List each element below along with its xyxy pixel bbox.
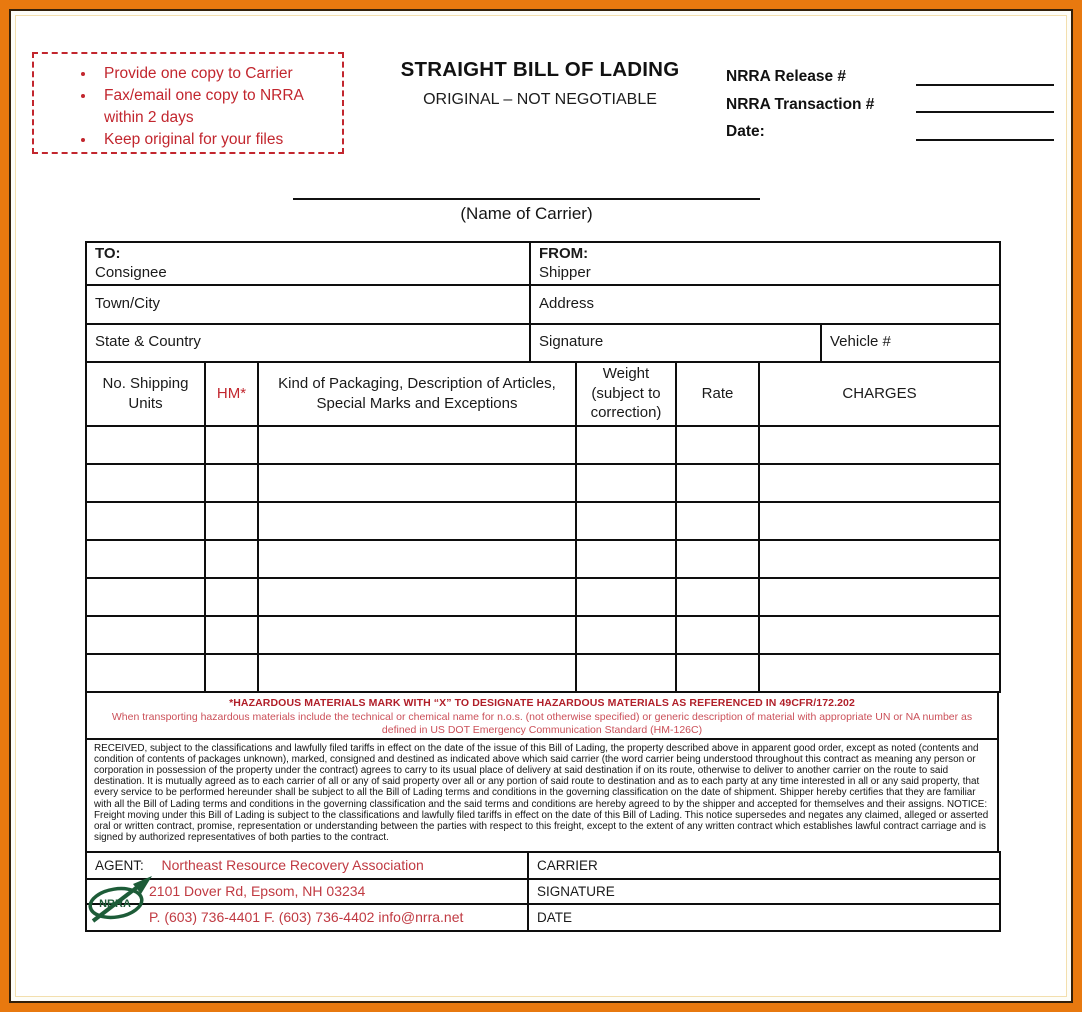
items-blank-cell[interactable] (676, 616, 759, 654)
items-blank-cell[interactable] (576, 578, 676, 616)
signature-cell[interactable] (530, 324, 821, 362)
items-blank-cell[interactable] (759, 654, 1000, 692)
consignee-cell[interactable] (86, 242, 530, 285)
table-row (86, 324, 1000, 362)
carrier-name-block (293, 182, 760, 224)
state-country-label: State & Country (95, 333, 201, 351)
release-fields (726, 58, 1054, 141)
items-blank-cell[interactable] (205, 540, 258, 578)
items-blank-cell[interactable] (205, 464, 258, 502)
page-subtitle: ORIGINAL – NOT NEGOTIABLE (423, 91, 657, 108)
nrra-transaction-field (726, 86, 1054, 114)
to-label: TO: (95, 245, 121, 262)
vehicle-label: Vehicle # (830, 333, 891, 351)
items-blank-cell[interactable] (258, 426, 576, 464)
items-blank-cell[interactable] (258, 540, 576, 578)
instruction-item: • Provide one copy to Carrier (96, 63, 342, 85)
date-fill-cell[interactable] (528, 904, 1000, 931)
items-blank-cell[interactable] (676, 464, 759, 502)
footer-date-label: DATE (537, 909, 573, 925)
date-field (726, 113, 1054, 141)
items-blank-cell[interactable] (576, 464, 676, 502)
shipper-cell[interactable] (530, 242, 1000, 285)
items-blank-cell[interactable] (576, 540, 676, 578)
items-blank-cell[interactable] (676, 578, 759, 616)
items-blank-cell[interactable] (676, 426, 759, 464)
town-city-cell[interactable] (86, 285, 530, 324)
nrra-release-line[interactable] (916, 66, 1054, 86)
items-blank-cell[interactable] (258, 502, 576, 540)
hazmat-line1: *HAZARDOUS MATERIALS MARK WITH “X” TO DESIGNATE HAZARDOUS MATERIALS AS REFERENCED IN 49CFR/172.202 (229, 696, 855, 709)
items-blank-cell[interactable] (86, 426, 205, 464)
nrra-logo (86, 872, 156, 926)
items-blank-cell[interactable] (576, 654, 676, 692)
items-header-row (86, 362, 1000, 426)
nrra-transaction-label: NRRA Transaction # (726, 95, 875, 113)
carrier-name-label: (Name of Carrier) (460, 204, 593, 223)
items-blank-row (86, 616, 1000, 654)
col-header-packaging: Kind of Packaging, Description of Articles, Special Marks and Exceptions (258, 362, 576, 426)
address-label: Address (539, 294, 595, 312)
carrier-name-line[interactable] (293, 182, 760, 200)
consignee-label: Consignee (95, 263, 167, 281)
carrier-label: CARRIER (537, 857, 598, 873)
items-blank-cell[interactable] (676, 654, 759, 692)
table-row (86, 904, 1000, 931)
items-blank-row (86, 502, 1000, 540)
items-blank-cell[interactable] (759, 426, 1000, 464)
address-cell[interactable] (530, 285, 1000, 324)
instructions-box (32, 52, 344, 154)
nrra-release-field (726, 58, 1054, 86)
items-blank-cell[interactable] (759, 502, 1000, 540)
items-blank-row (86, 654, 1000, 692)
footer-signature-label: SIGNATURE (537, 883, 615, 899)
agent-address: 2101 Dover Rd, Epsom, NH 03234 (149, 883, 366, 899)
items-blank-cell[interactable] (86, 464, 205, 502)
items-blank-cell[interactable] (86, 578, 205, 616)
agent-label: AGENT: (95, 858, 144, 873)
vehicle-cell[interactable] (821, 324, 1000, 362)
items-blank-cell[interactable] (676, 502, 759, 540)
items-blank-cell[interactable] (576, 502, 676, 540)
table-row (86, 879, 1000, 904)
col-header-hm: HM* (205, 362, 258, 426)
col-header-charges: CHARGES (759, 362, 1000, 426)
instruction-item: • Fax/email one copy to NRRA within 2 days (96, 85, 342, 129)
items-blank-cell[interactable] (205, 578, 258, 616)
form-body (85, 241, 999, 932)
state-country-cell[interactable] (86, 324, 530, 362)
signature-label: Signature (539, 333, 604, 351)
footer-table (85, 851, 1001, 932)
items-blank-cell[interactable] (576, 426, 676, 464)
instruction-item: • Keep original for your files (96, 129, 342, 151)
items-blank-cell[interactable] (759, 578, 1000, 616)
items-blank-cell[interactable] (205, 616, 258, 654)
col-header-rate: Rate (676, 362, 759, 426)
items-blank-cell[interactable] (86, 616, 205, 654)
items-blank-row (86, 464, 1000, 502)
col-header-weight: Weight (subject to correction) (576, 362, 676, 426)
table-row (86, 285, 1000, 324)
items-table (85, 361, 1001, 693)
items-blank-cell[interactable] (205, 426, 258, 464)
title-block (340, 58, 740, 109)
nrra-logo-text: NRRA (99, 898, 131, 910)
items-blank-cell[interactable] (205, 502, 258, 540)
col-header-shipping-units: No. Shipping Units (86, 362, 205, 426)
agent-phone: P. (603) 736-4401 F. (603) 736-4402 info@nrra.net (149, 909, 464, 925)
items-blank-cell[interactable] (676, 540, 759, 578)
items-blank-cell[interactable] (86, 502, 205, 540)
items-blank-row (86, 540, 1000, 578)
date-line[interactable] (916, 121, 1054, 141)
from-label: FROM: (539, 245, 589, 262)
items-blank-cell[interactable] (759, 616, 1000, 654)
items-blank-row (86, 426, 1000, 464)
table-row (86, 852, 1000, 879)
shipper-label: Shipper (539, 263, 591, 281)
town-city-label: Town/City (95, 294, 161, 312)
items-table-body (86, 426, 1000, 692)
items-blank-cell[interactable] (258, 464, 576, 502)
items-blank-cell[interactable] (205, 654, 258, 692)
hazmat-notice (85, 691, 999, 740)
items-blank-cell[interactable] (258, 616, 576, 654)
items-blank-cell[interactable] (759, 464, 1000, 502)
instructions-list (96, 63, 342, 151)
items-blank-cell[interactable] (86, 540, 205, 578)
items-blank-cell[interactable] (576, 616, 676, 654)
terms-paragraph: RECEIVED, subject to the classifications and lawfully filed tariffs in effect on the date of the issue of this Bill of Lading, the property described above in apparent good order, except as noted (contents and condition of contents of packages unknown), marked, consigned and destined as indicated above which said carrier (the word carrier being understood throughout this contract as meaning any person or corporation in possession of the property under the contract) agrees to carry to its usual place of delivery at said destination if on its route, otherwise to deliver to another carrier on the route to said destination. It is mutually agreed as to each carrier of all or any of said property over all or any portion of said route to destination and as to each party at any time interested in all or any said property, that every service to be performed hereunder shall be subject to all the Bill of Lading terms and conditions in the governing classification on the date of shipment. Shipper hereby certifies that they are familiar with all the Bill of Lading terms and conditions in the governing classification and the said terms and conditions are hereby agreed to by the shipper and accepted for themselves and their assigns. NOTICE: Freight moving under this Bill of Lading is subject to the classifications and lawfully filed tariffs in effect on the date of this Bill of Lading. This notice supersedes and negates any claimed, alleged or asserted oral or written contract, promise, representation or understanding between the parties with respect to this freight, except to the extent of any written contract which establishes lawful contract carriage and is signed by authorized representatives of both parties to the contract. (85, 738, 999, 853)
signature-fill-cell[interactable] (528, 879, 1000, 904)
table-row (86, 242, 1000, 285)
hazmat-line2: When transporting hazardous materials include the technical or chemical name for n.o.s. (not otherwise specified) or generic description of material with appropriate UN or NA number as defined in US DOT Emergency Communication Standard (HM-126C) (111, 710, 973, 736)
items-blank-cell[interactable] (86, 654, 205, 692)
page-title: STRAIGHT BILL OF LADING (400, 58, 680, 81)
agent-name: Northeast Resource Recovery Association (161, 857, 424, 873)
items-blank-cell[interactable] (759, 540, 1000, 578)
address-table (85, 241, 1001, 363)
nrra-transaction-line[interactable] (916, 93, 1054, 113)
items-blank-cell[interactable] (258, 578, 576, 616)
items-blank-row (86, 578, 1000, 616)
date-label: Date: (726, 123, 765, 141)
carrier-fill-cell[interactable] (528, 852, 1000, 879)
items-blank-cell[interactable] (258, 654, 576, 692)
nrra-release-label: NRRA Release # (726, 68, 847, 86)
